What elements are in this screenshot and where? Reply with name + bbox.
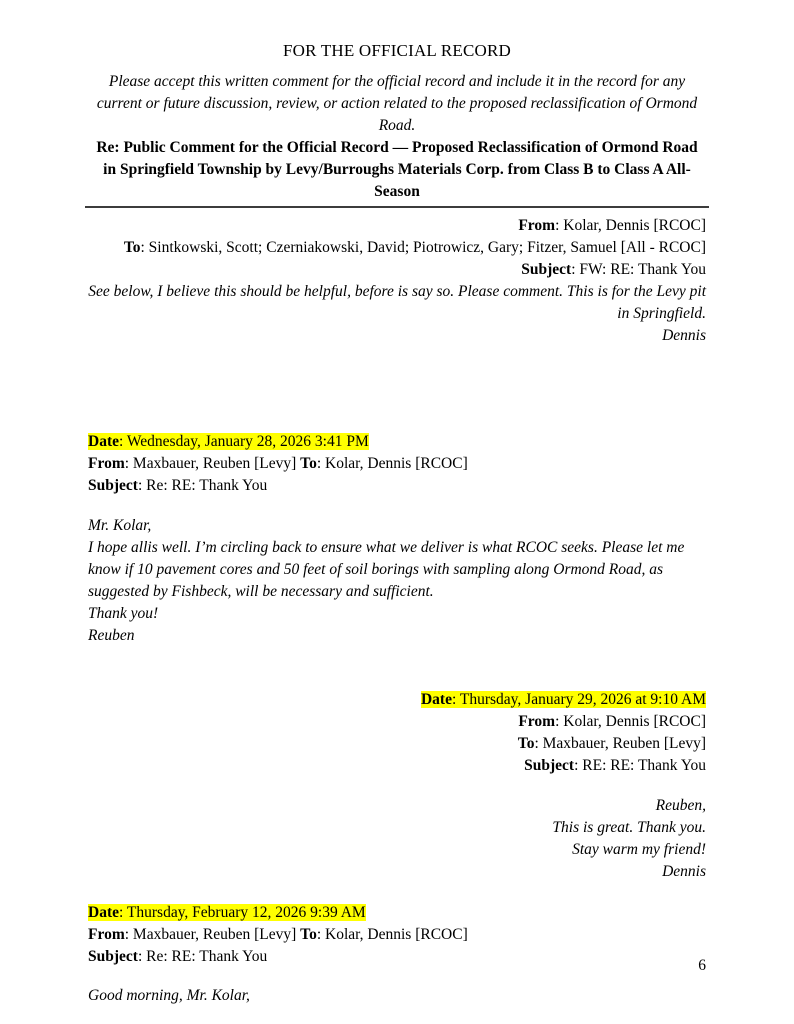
to-value: : Maxbauer, Reuben [Levy] xyxy=(534,735,706,752)
email-jan28-message xyxy=(88,515,706,647)
email-jan28-date-line xyxy=(88,431,706,453)
email-jan29-date-line xyxy=(88,689,706,711)
from-label: From xyxy=(88,926,125,943)
from-label: From xyxy=(518,217,556,234)
page-number: 6 xyxy=(698,957,706,974)
email-feb12-subject-line xyxy=(88,946,706,968)
subject-label: Subject xyxy=(521,261,572,278)
to-label: To xyxy=(300,926,317,943)
subject-value: : Re: RE: Thank You xyxy=(137,477,268,494)
email-jan28-subject-line xyxy=(88,475,706,497)
from-value: : Maxbauer, Reuben [Levy] xyxy=(124,455,301,472)
email-forward-note: See below, I believe this should be helpful, before is say so. Please comment. This is for the Levy pit in Springfield. xyxy=(88,283,706,322)
email-jan29-reply xyxy=(88,795,706,883)
document-title: FOR THE OFFICIAL RECORD xyxy=(283,41,511,60)
date-label: Date xyxy=(88,904,119,921)
from-label: From xyxy=(88,455,125,472)
email-jan29 xyxy=(88,689,706,883)
subject-value: : RE: RE: Thank You xyxy=(574,757,706,774)
email-jan28-signature: Reuben xyxy=(88,627,135,644)
re-subject-line: Re: Public Comment for the Official Record — Proposed Reclassification of Ormond Road in Springfield Township by Levy/Burroughs Materials Corp. from Class B to Class A All-Season xyxy=(96,139,698,200)
subject-label: Subject xyxy=(88,477,138,494)
to-value: : Sintkowski, Scott; Czerniakowski, David; Piotrowicz, Gary; Fitzer, Samuel [All - RCOC] xyxy=(140,239,706,256)
date-highlight xyxy=(421,691,706,708)
record-disclaimer: Please accept this written comment for the official record and include it in the record for any current or future discussion, review, or action related to the proposed reclassification of Ormond Road. xyxy=(96,73,698,134)
to-label: To xyxy=(300,455,317,472)
email-feb12-greeting: Good morning, Mr. Kolar, xyxy=(88,987,250,1004)
date-highlight xyxy=(88,904,366,921)
to-label: To xyxy=(517,735,535,752)
to-value: : Kolar, Dennis [RCOC] xyxy=(316,926,468,943)
email-forward-from-line xyxy=(88,215,706,237)
to-value: : Kolar, Dennis [RCOC] xyxy=(316,455,468,472)
email-forward-to-line xyxy=(88,237,706,259)
date-value: : Thursday, January 29, 2026 at 9:10 AM xyxy=(451,691,706,708)
email-forward-headers xyxy=(88,215,706,347)
header-divider xyxy=(85,206,709,208)
email-feb12-fromto-line xyxy=(88,924,706,946)
reply-line: Dennis xyxy=(662,863,706,880)
date-label: Date xyxy=(420,691,452,708)
date-highlight xyxy=(88,433,369,450)
from-value: : Kolar, Dennis [RCOC] xyxy=(555,713,706,730)
subject-label: Subject xyxy=(88,948,138,965)
date-value: : Wednesday, January 28, 2026 3:41 PM xyxy=(119,433,369,450)
to-label: To xyxy=(123,239,141,256)
email-jan29-subject-line xyxy=(88,755,706,777)
email-jan28 xyxy=(88,431,706,647)
reply-line: Reuben, xyxy=(655,797,706,814)
email-jan29-from-line xyxy=(88,711,706,733)
email-feb12 xyxy=(88,902,706,1007)
email-forward-signature: Dennis xyxy=(662,327,706,344)
subject-label: Subject xyxy=(524,757,575,774)
email-jan28-closing: Thank you! xyxy=(88,605,159,622)
reply-line: This is great. Thank you. xyxy=(552,819,706,836)
email-feb12-date-line xyxy=(88,902,706,924)
email-jan28-body: I hope allis well. I’m circling back to ensure what we deliver is what RCOC seeks. Please let me know if 10 pavement cores and 50 feet of soil borings with sampling along Ormond Road, as suggested by Fishbeck, will be necessary and sufficient. xyxy=(88,539,685,600)
from-label: From xyxy=(518,713,556,730)
email-jan28-greeting: Mr. Kolar, xyxy=(88,517,152,534)
date-label: Date xyxy=(88,433,119,450)
from-value: : Kolar, Dennis [RCOC] xyxy=(555,217,706,234)
subject-value: : Re: RE: Thank You xyxy=(137,948,268,965)
subject-value: : FW: RE: Thank You xyxy=(571,261,706,278)
email-forward-subject-line xyxy=(88,259,706,281)
from-value: : Maxbauer, Reuben [Levy] xyxy=(124,926,301,943)
reply-line: Stay warm my friend! xyxy=(572,841,706,858)
date-value: : Thursday, February 12, 2026 9:39 AM xyxy=(119,904,366,921)
email-jan29-to-line xyxy=(88,733,706,755)
email-jan28-fromto-line xyxy=(88,453,706,475)
